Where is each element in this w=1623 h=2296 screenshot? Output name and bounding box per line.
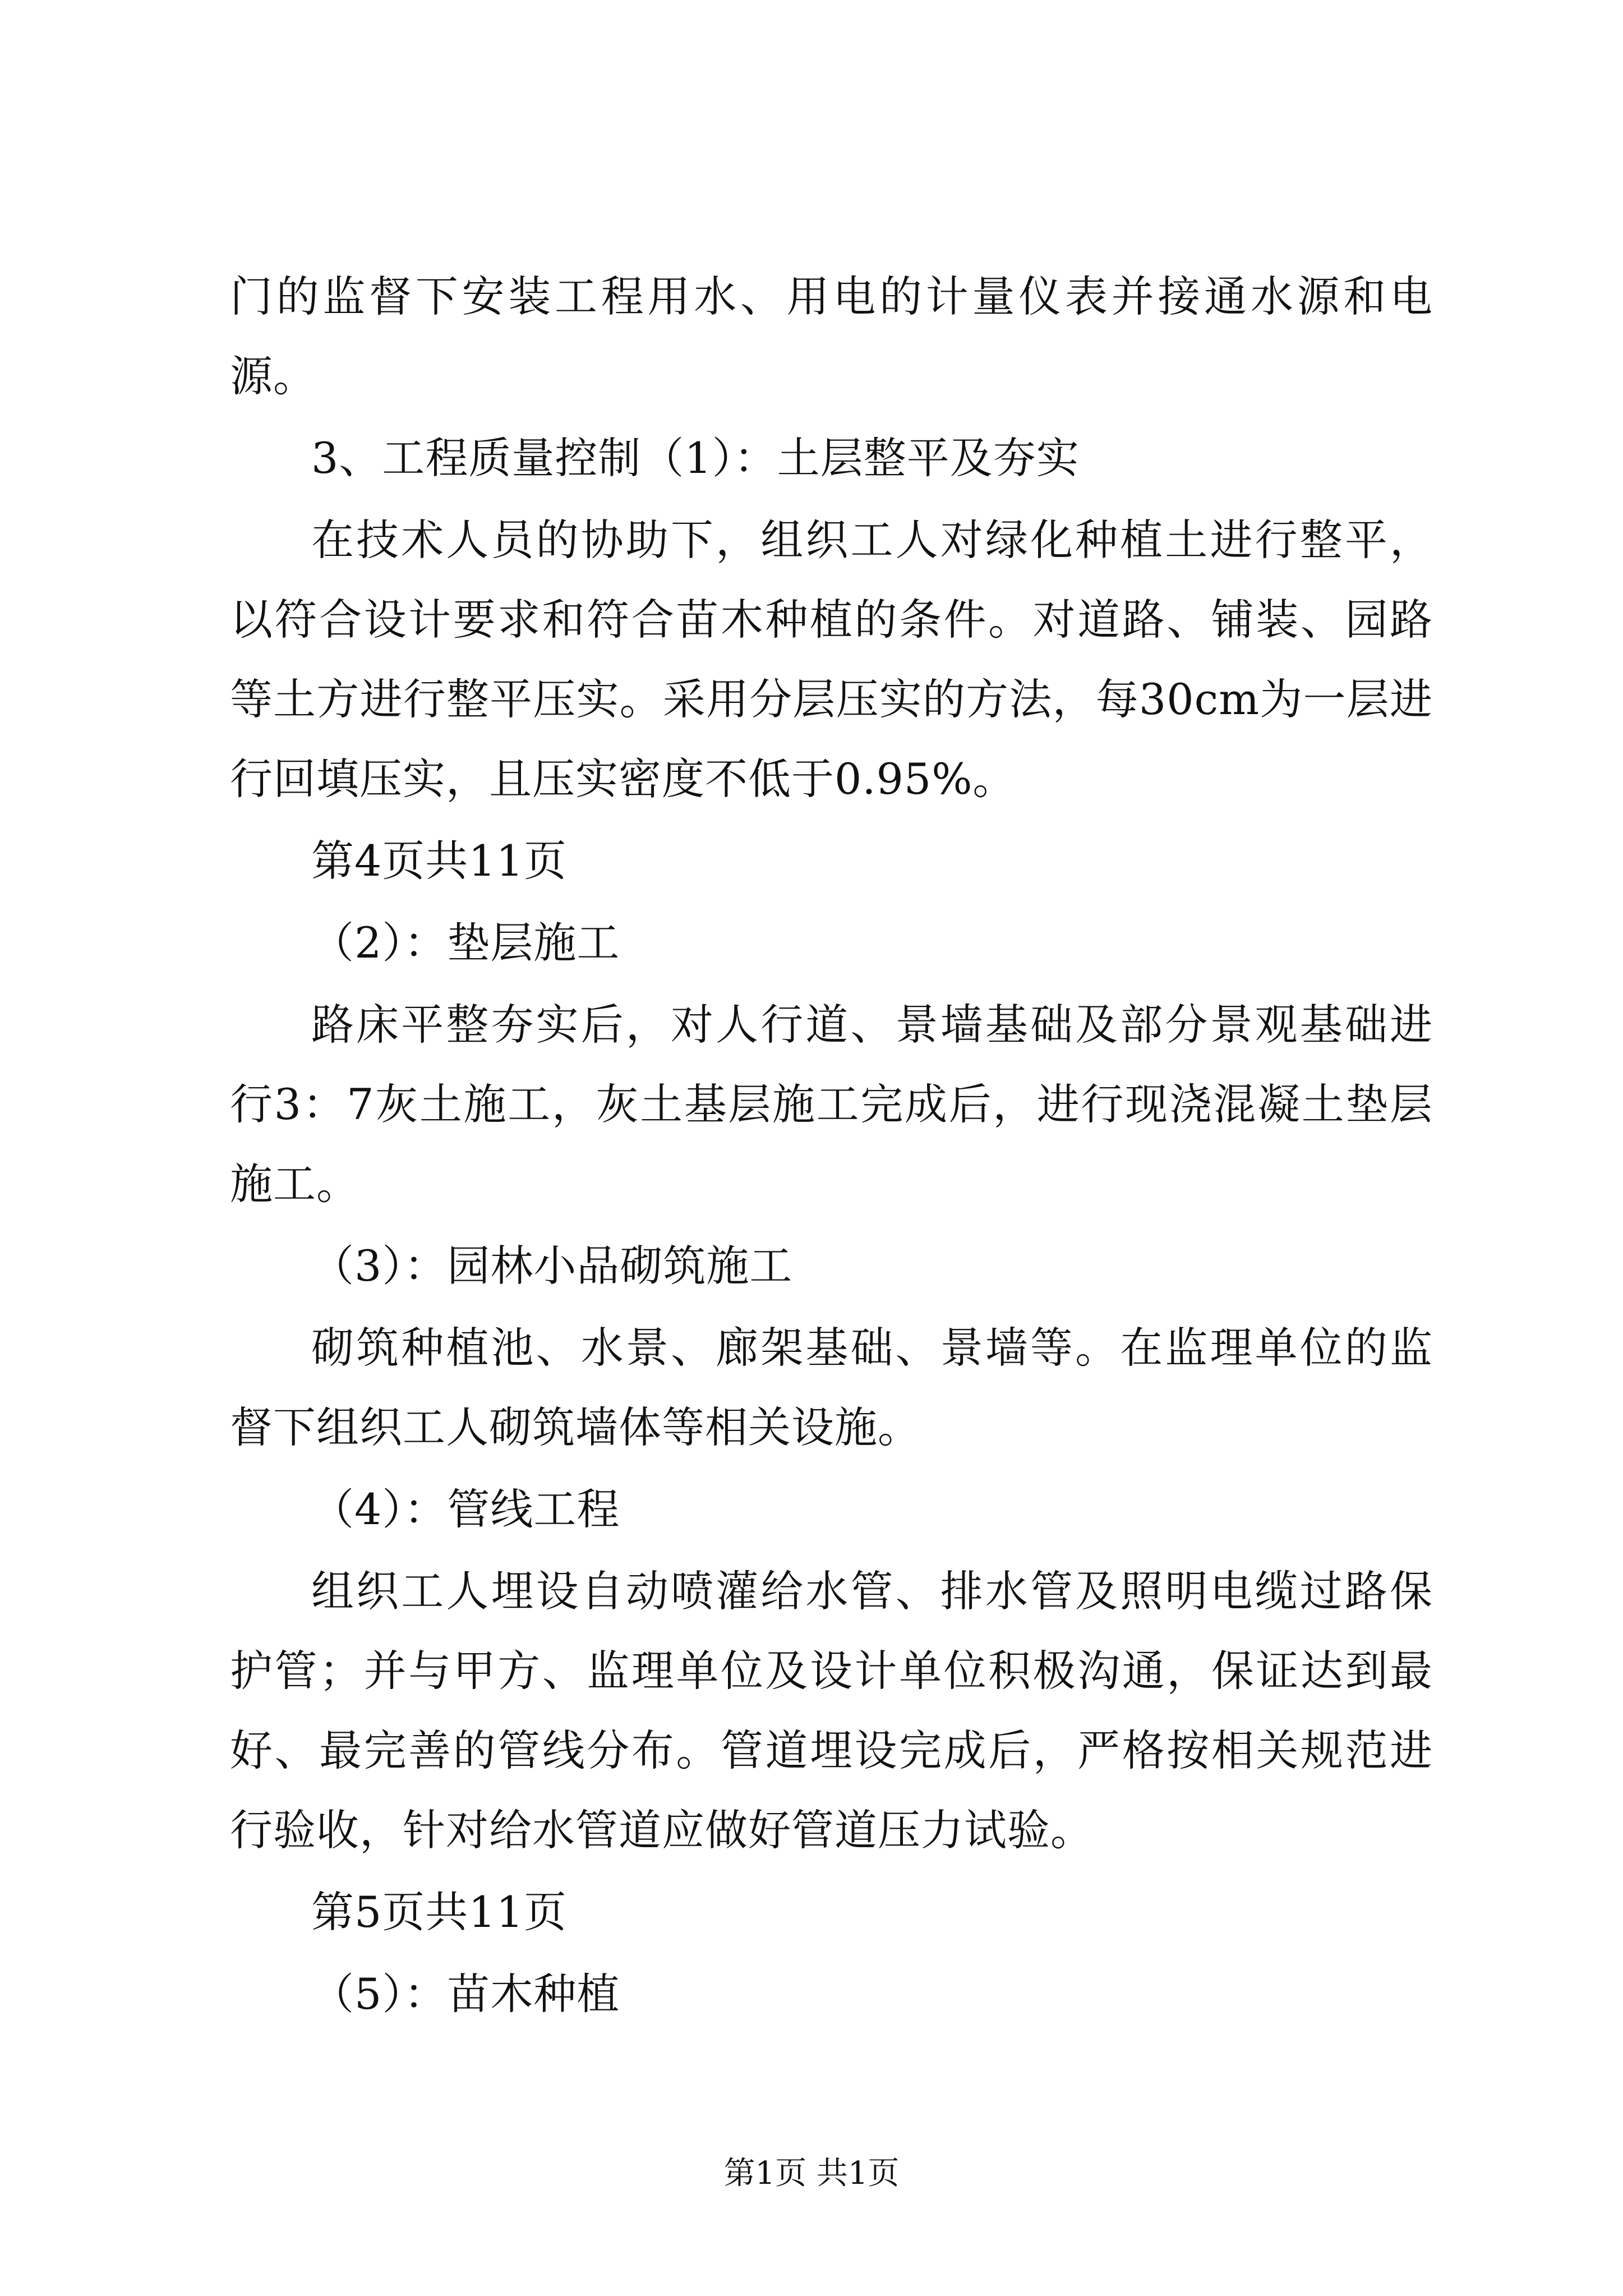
paragraph-soil-leveling: 在技术人员的协助下，组织工人对绿化种植土进行整平，以符合设计要求和符合苗木种植的条件。对道路、铺装、园路等土方进行整平压实。采用分层压实的方法，每30cm为一层进行回填压实，且压实密度不低于0.95%。 [230, 515, 1433, 804]
page-marker: 第5页共11页 [311, 1887, 568, 1937]
paragraph-continuation: 门的监督下安装工程用水、用电的计量仪表并接通水源和电源。 [230, 272, 1433, 401]
subheading-masonry: （3）：园林小品砌筑施工 [311, 1241, 793, 1291]
subheading-planting: （5）：苗木种植 [311, 1969, 620, 2019]
document-body [230, 257, 1433, 2036]
subheading-cushion-layer: （2）：垫层施工 [311, 918, 620, 968]
paragraph-masonry: 砌筑种植池、水景、廊架基础、景墙等。在监理单位的监督下组织工人砌筑墙体等相关设施。 [230, 1323, 1433, 1452]
paragraph-pipeline: 组织工人埋设自动喷灌给水管、排水管及照明电缆过路保护管；并与甲方、监理单位及设计单位积极沟通，保证达到最好、最完善的管线分布。管道埋设完成后，严格按相关规范进行验收，针对给水管道应做好管道压力试验。 [230, 1566, 1433, 1855]
page-footer: 第1页 共1页 [723, 2155, 900, 2192]
subheading-pipeline: （4）：管线工程 [311, 1484, 620, 1534]
paragraph-cushion-layer: 路床平整夯实后，对人行道、景墙基础及部分景观基础进行3：7灰土施工，灰土基层施工完成后，进行现浇混凝土垫层施工。 [230, 1000, 1433, 1209]
page-marker: 第4页共11页 [311, 836, 568, 886]
section-heading-quality-control: 3、工程质量控制（1）：土层整平及夯实 [311, 433, 1080, 483]
